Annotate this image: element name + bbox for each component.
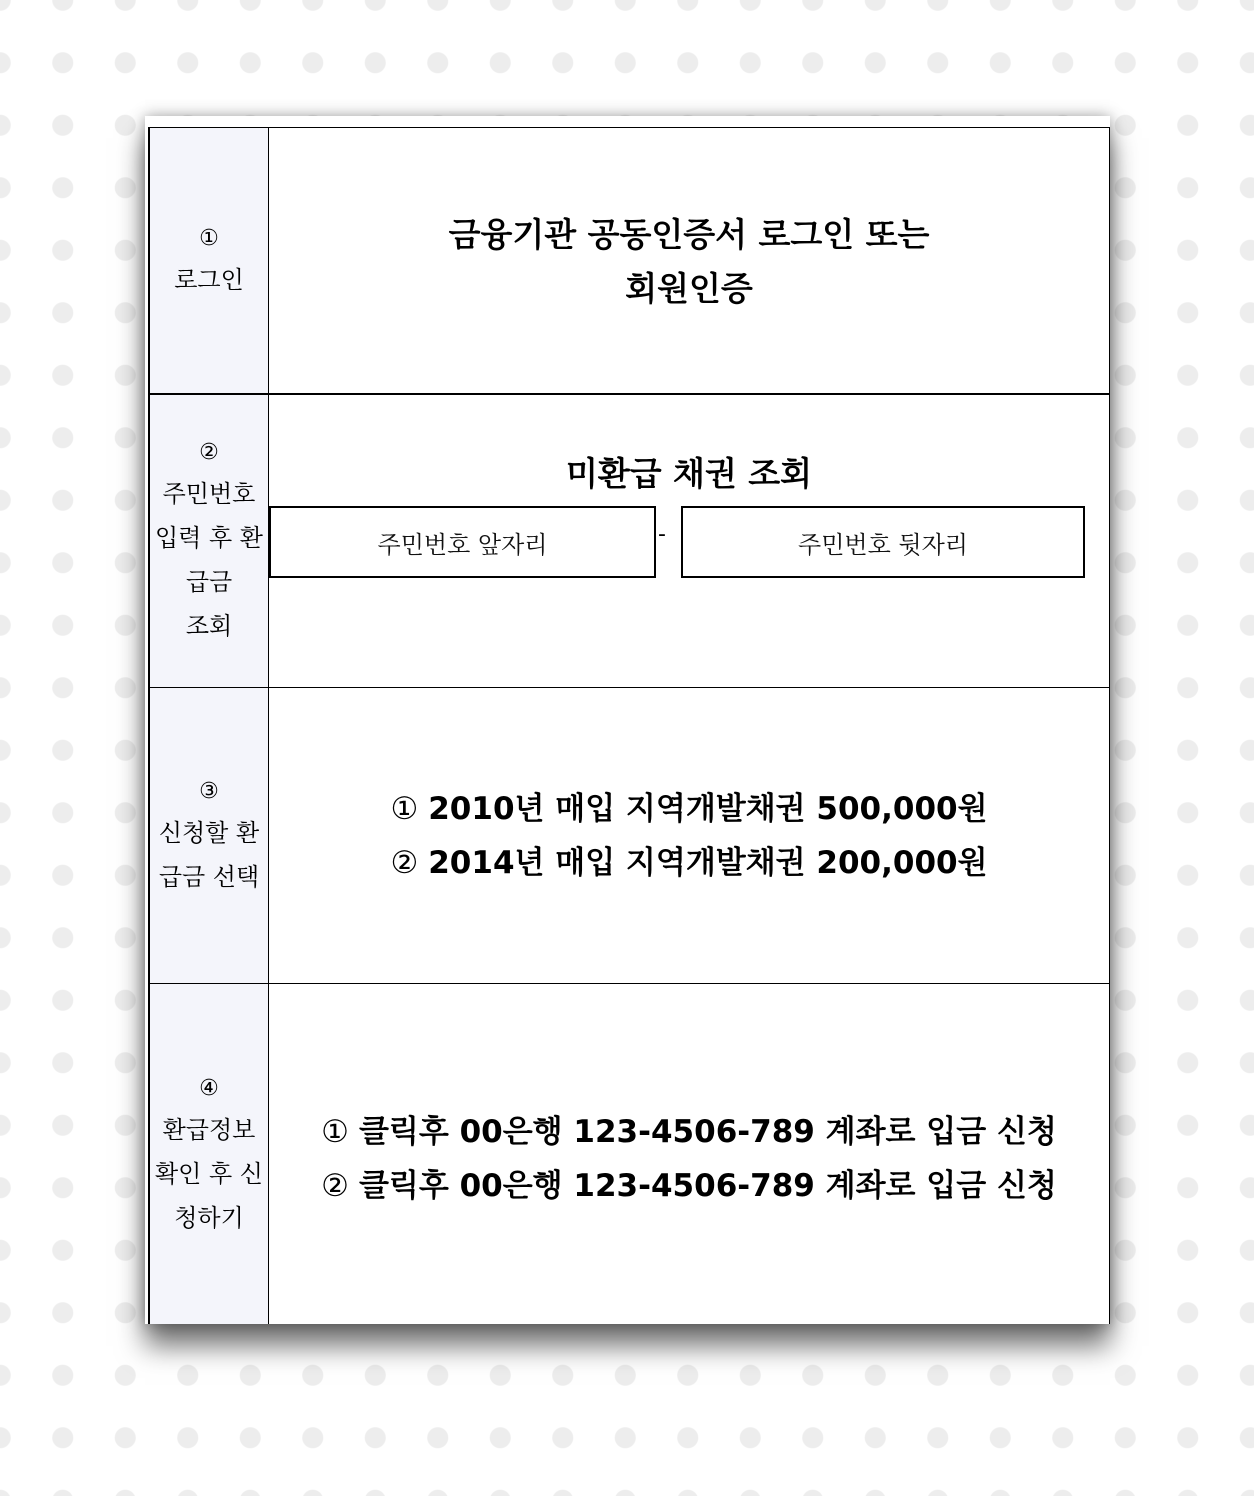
rrn-front-input[interactable]: [269, 506, 656, 578]
apply-action[interactable]: [269, 1159, 1109, 1213]
procedure-table: [148, 127, 1110, 1324]
step-label-line: 확인 후 신: [155, 1159, 263, 1188]
rrn-separator: -: [658, 522, 666, 547]
step-label-line: 환급정보: [162, 1115, 256, 1144]
lookup-title: 미환급 채권 조회: [565, 454, 813, 493]
rrn-front-placeholder: 주민번호 앞자리: [377, 530, 548, 559]
step-label: [150, 128, 269, 393]
step-select-row: [150, 688, 1109, 984]
apply-action[interactable]: [269, 1105, 1109, 1159]
step-label-line: 급금 선택: [158, 862, 260, 891]
option-number: ②: [390, 845, 419, 881]
step-content: [269, 128, 1109, 393]
option-text: 2014년 매입 지역개발채권 200,000원: [428, 845, 988, 881]
step-content: [269, 688, 1109, 983]
action-number: ①: [321, 1114, 349, 1150]
action-text: 클릭후 00은행 123-4506-789 계좌로 입금 신청: [358, 1114, 1057, 1150]
step-lookup-row: [150, 395, 1109, 688]
step-number: ④: [199, 1075, 219, 1101]
refund-option[interactable]: [269, 836, 1109, 890]
action-number: ②: [321, 1168, 349, 1204]
rrn-back-input[interactable]: [681, 506, 1085, 578]
step-label: [150, 984, 269, 1324]
step-label-line: 급금: [185, 568, 233, 596]
step-number: ②: [199, 440, 219, 465]
apply-action-list: [269, 1105, 1109, 1213]
step-label-line: 주민번호: [162, 480, 256, 508]
step-label: [150, 688, 269, 983]
step-number: ③: [199, 778, 219, 804]
option-text: 2010년 매입 지역개발채권 500,000원: [428, 791, 988, 827]
action-text: 클릭후 00은행 123-4506-789 계좌로 입금 신청: [358, 1168, 1057, 1204]
rrn-back-placeholder: 주민번호 뒷자리: [798, 530, 968, 559]
step-label-line: 청하기: [174, 1203, 244, 1232]
step-number: ①: [199, 225, 219, 251]
step-label-line: 조회: [185, 612, 233, 640]
step-apply-row: [150, 984, 1109, 1324]
step-label-line: 신청할 환: [158, 818, 260, 847]
step-content: [269, 984, 1109, 1324]
step-label: [150, 395, 269, 687]
step-login-row: [150, 128, 1109, 395]
refund-option-list: [269, 782, 1109, 890]
step-label-line: 입력 후 환: [155, 524, 263, 552]
login-instruction: 금융기관 공동인증서 로그인 또는: [448, 215, 930, 254]
step-label-line: 로그인: [174, 265, 244, 294]
step-content: [269, 395, 1109, 687]
login-instruction: 회원인증: [625, 269, 753, 308]
refund-procedure-card: [145, 116, 1110, 1324]
refund-option[interactable]: [269, 782, 1109, 836]
option-number: ①: [390, 791, 419, 827]
